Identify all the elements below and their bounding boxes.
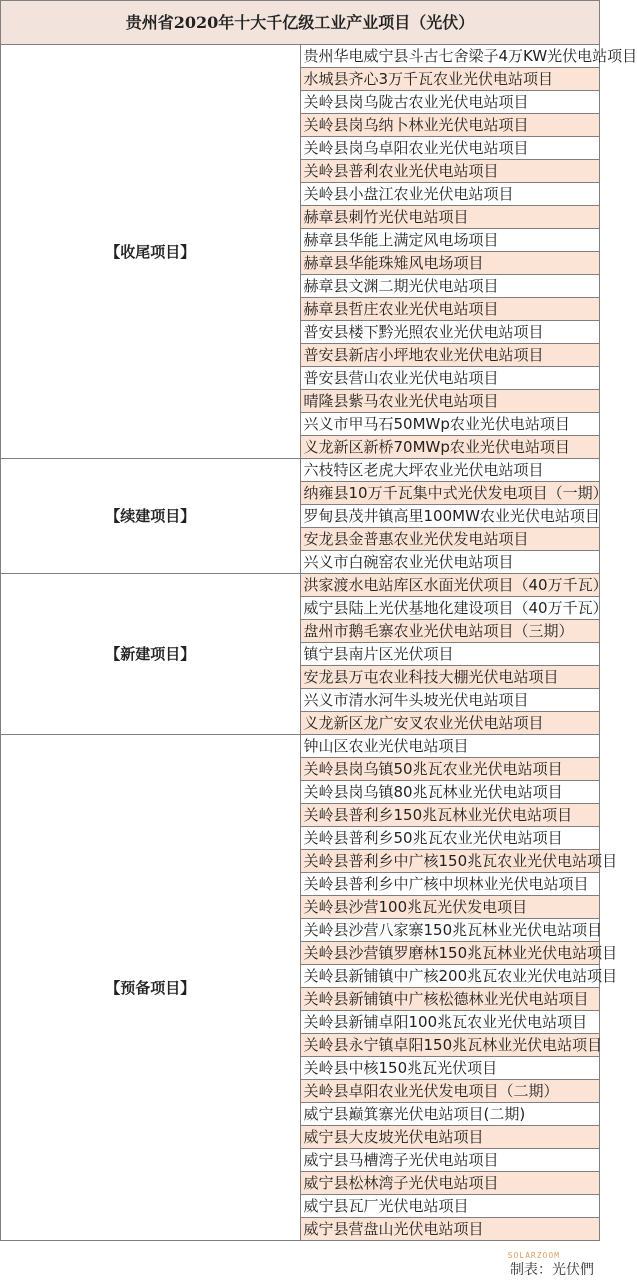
title-row (1, 1, 600, 45)
project-cell: 关岭县沙营八家寨150兆瓦林业光伏电站项目 (300, 919, 600, 942)
project-cell: 关岭县新铺镇中广核200兆瓦农业光伏电站项目 (300, 965, 600, 988)
project-cell: 贵州华电威宁县斗古七舍梁子4万KW光伏电站项目 (300, 45, 600, 68)
footer (0, 1253, 600, 1283)
project-cell: 关岭县中核150兆瓦光伏项目 (300, 1057, 600, 1080)
project-cell: 威宁县营盘山光伏电站项目 (300, 1218, 600, 1241)
project-cell: 晴隆县紫马农业光伏电站项目 (300, 390, 600, 413)
project-cell: 关岭县小盘江农业光伏电站项目 (300, 183, 600, 206)
project-cell: 兴义市清水河牛头坡光伏电站项目 (300, 689, 600, 712)
project-cell: 安龙县金普惠农业光伏发电站项目 (300, 528, 600, 551)
project-cell: 赫章县华能珠雉风电场项目 (300, 252, 600, 275)
project-cell: 关岭县岗乌陇古农业光伏电站项目 (300, 91, 600, 114)
project-cell: 关岭县沙营100兆瓦光伏发电项目 (300, 896, 600, 919)
project-cell: 威宁县马槽湾子光伏电站项目 (300, 1149, 600, 1172)
project-cell: 关岭县普利乡150兆瓦林业光伏电站项目 (300, 804, 600, 827)
project-cell: 关岭县新铺卓阳100兆瓦农业光伏电站项目 (300, 1011, 600, 1034)
project-cell: 关岭县岗乌纳卜林业光伏电站项目 (300, 114, 600, 137)
project-cell: 普安县营山农业光伏电站项目 (300, 367, 600, 390)
project-cell: 赫章县哲庄农业光伏电站项目 (300, 298, 600, 321)
project-cell: 义龙新区龙广安叉农业光伏电站项目 (300, 712, 600, 735)
project-cell: 关岭县永宁镇卓阳150兆瓦林业光伏电站项目 (300, 1034, 600, 1057)
project-cell: 盘州市鹅毛寨农业光伏电站项目（三期） (300, 620, 600, 643)
project-cell: 威宁县瓦厂光伏电站项目 (300, 1195, 600, 1218)
project-cell: 洪家渡水电站库区水面光伏项目（40万千瓦） (300, 574, 600, 597)
project-cell: 钟山区农业光伏电站项目 (300, 735, 600, 758)
project-cell: 关岭县普利乡中广核中坝林业光伏电站项目 (300, 873, 600, 896)
watermark-logo: SOLARZOOM (507, 1251, 560, 1260)
project-cell: 关岭县岗乌卓阳农业光伏电站项目 (300, 137, 600, 160)
category-cell: 【收尾项目】 (1, 45, 301, 459)
project-cell: 威宁县陆上光伏基地化建设项目（40万千瓦） (300, 597, 600, 620)
project-cell: 关岭县岗乌镇50兆瓦农业光伏电站项目 (300, 758, 600, 781)
project-cell: 兴义市甲马石50MWp农业光伏电站项目 (300, 413, 600, 436)
project-cell: 纳雍县10万千瓦集中式光伏发电项目（一期） (300, 482, 600, 505)
project-cell: 水城县齐心3万千瓦农业光伏电站项目 (300, 68, 600, 91)
project-cell: 威宁县巅箕寨光伏电站项目(二期) (300, 1103, 600, 1126)
project-cell: 关岭县沙营镇罗磨林150兆瓦林业光伏电站项目 (300, 942, 600, 965)
category-cell: 【预备项目】 (1, 735, 301, 1241)
project-cell: 罗甸县茂井镇高里100MW农业光伏电站项目 (300, 505, 600, 528)
project-cell: 普安县楼下黔光照农业光伏电站项目 (300, 321, 600, 344)
table-row (1, 735, 600, 758)
project-cell: 威宁县松林湾子光伏电站项目 (300, 1172, 600, 1195)
project-cell: 安龙县万屯农业科技大棚光伏电站项目 (300, 666, 600, 689)
project-cell: 关岭县普利农业光伏电站项目 (300, 160, 600, 183)
table-title: 贵州省2020年十大千亿级工业产业项目（光伏） (1, 1, 600, 45)
project-cell: 六枝特区老虎大坪农业光伏电站项目 (300, 459, 600, 482)
project-cell: 关岭县普利乡50兆瓦农业光伏电站项目 (300, 827, 600, 850)
project-cell: 威宁县大皮坡光伏电站项目 (300, 1126, 600, 1149)
project-cell: 普安县新店小坪地农业光伏电站项目 (300, 344, 600, 367)
table-row (1, 459, 600, 482)
table-row (1, 574, 600, 597)
project-cell: 关岭县新铺镇中广核松德林业光伏电站项目 (300, 988, 600, 1011)
category-cell: 【续建项目】 (1, 459, 301, 574)
project-cell: 赫章县文渊二期光伏电站项目 (300, 275, 600, 298)
project-cell: 赫章县刺竹光伏电站项目 (300, 206, 600, 229)
table-credit: 制表：光伏們 (510, 1262, 594, 1278)
project-cell: 义龙新区新桥70MWp农业光伏电站项目 (300, 436, 600, 459)
project-cell: 兴义市白碗窑农业光伏电站项目 (300, 551, 600, 574)
category-cell: 【新建项目】 (1, 574, 301, 735)
project-cell: 赫章县华能上满定风电场项目 (300, 229, 600, 252)
table-row (1, 45, 600, 68)
project-cell: 关岭县岗乌镇80兆瓦林业光伏电站项目 (300, 781, 600, 804)
project-cell: 关岭县卓阳农业光伏发电项目（二期） (300, 1080, 600, 1103)
project-cell: 镇宁县南片区光伏项目 (300, 643, 600, 666)
project-cell: 关岭县普利乡中广核150兆瓦农业光伏电站项目 (300, 850, 600, 873)
